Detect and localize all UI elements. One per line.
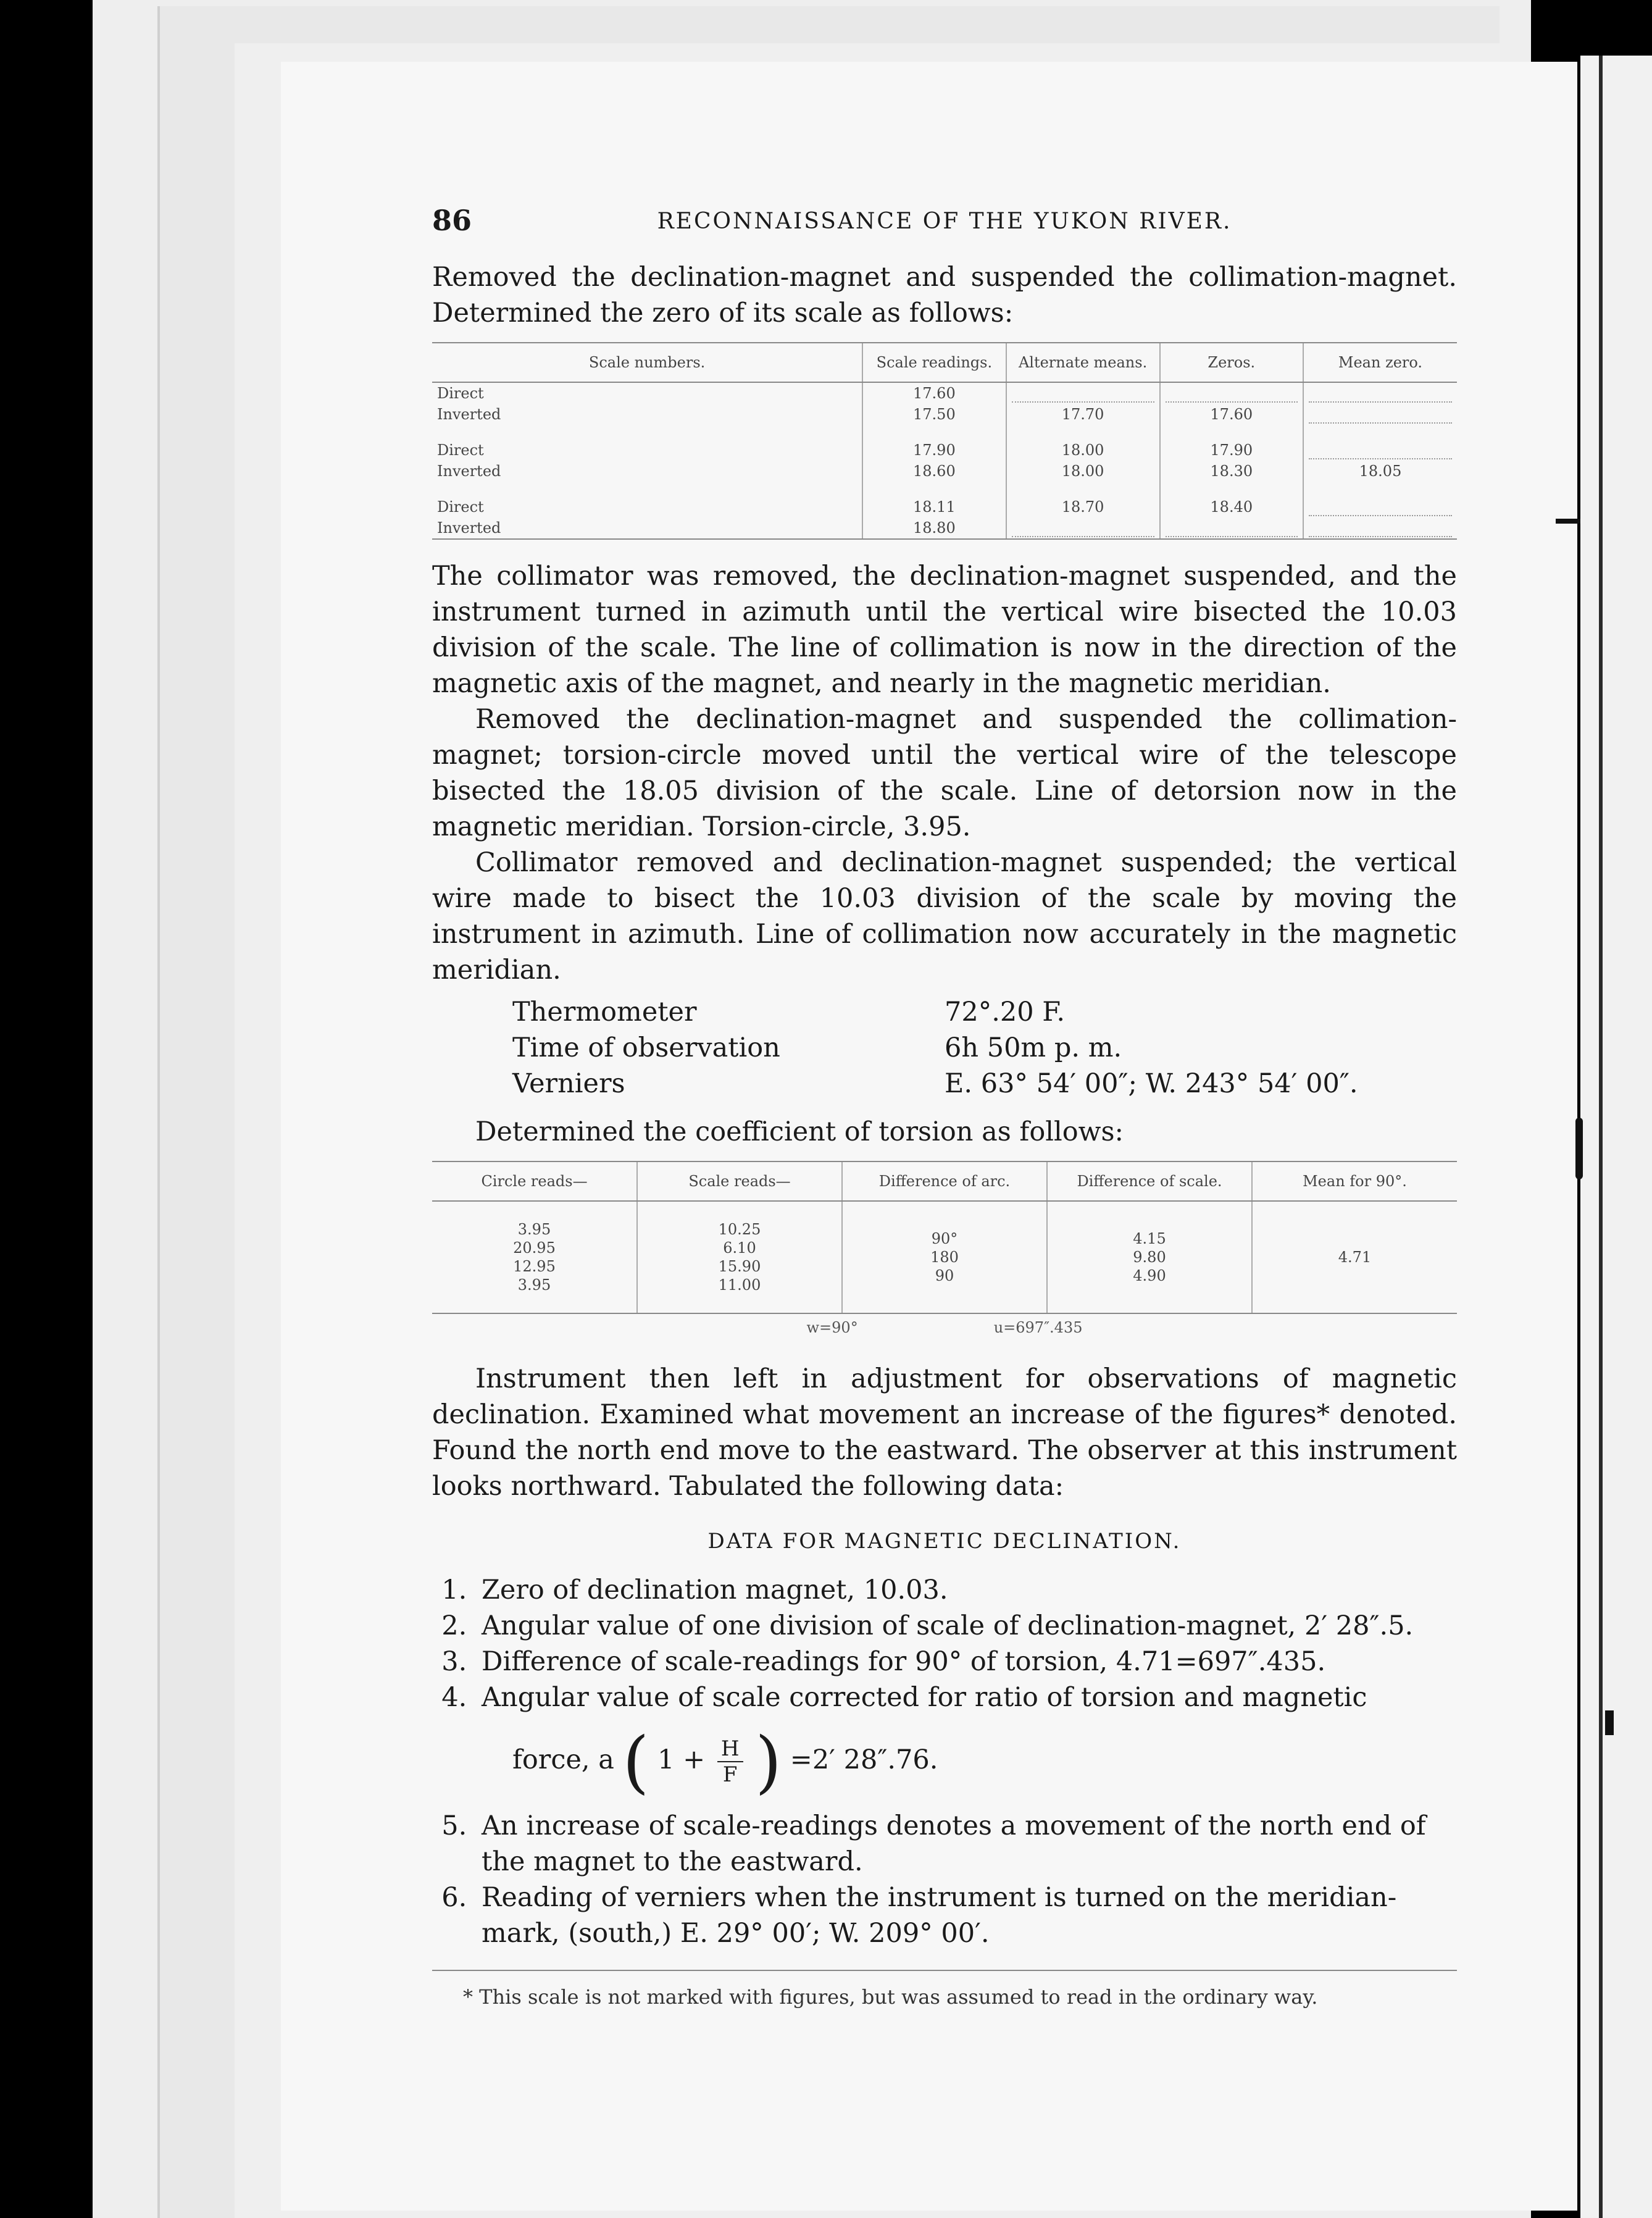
dotted-leader — [1166, 384, 1298, 403]
zero-value: 18.40 — [1160, 496, 1303, 517]
torsion-constants — [432, 1319, 1457, 1336]
section-heading: DATA FOR MAGNETIC DECLINATION. — [707, 1529, 1182, 1554]
list-item: 1. Zero of declination magnet, 10.03. — [475, 1572, 1457, 1608]
running-head — [432, 204, 1457, 247]
row-label: Inverted — [432, 517, 862, 539]
observation-label: Time of observation — [512, 1032, 780, 1063]
row-label: Direct — [437, 385, 484, 402]
dotted-leader — [1166, 519, 1298, 537]
running-title: RECONNAISSANCE OF THE YUKON RIVER. — [657, 209, 1232, 234]
observation-label: Thermometer — [512, 997, 697, 1027]
observation-label: Verniers — [512, 1068, 625, 1099]
data-list — [432, 1572, 1457, 1951]
w-constant: w=90° — [806, 1319, 858, 1336]
zero-value: 18.30 — [1160, 461, 1303, 482]
mean-zero-value: 18.05 — [1303, 461, 1457, 482]
dotted-leader — [1309, 384, 1452, 403]
observation-time — [512, 1030, 1457, 1066]
col-zeros: Zeros. — [1160, 343, 1303, 382]
table-row — [432, 404, 1457, 425]
formula-fraction — [717, 1736, 743, 1787]
row-label: Direct — [437, 498, 484, 516]
scale-reading: 17.60 — [862, 382, 1006, 404]
formula-paren-open: ( — [622, 1722, 649, 1801]
formula-result: =2′ 28″.76. — [790, 1744, 938, 1775]
formula-paren-close: ) — [755, 1722, 782, 1801]
fraction-numerator: H — [717, 1736, 743, 1762]
circle-reads-values: 3.95 20.95 12.95 3.95 — [432, 1201, 637, 1313]
dotted-leader — [1309, 498, 1452, 516]
dotted-leader — [1309, 519, 1452, 537]
table-row — [432, 440, 1457, 461]
col-mean-zero: Mean zero. — [1303, 343, 1457, 382]
scan-mark — [1575, 1118, 1583, 1179]
collimator-paragraph: Collimator removed and declination-magnet suspended; the vertical wire made to bisect the 10.03 division of the scale by moving the instrument in azimuth. Line of collimation now accurately in the magnetic meridian. — [432, 847, 1457, 986]
dotted-leader — [1309, 441, 1452, 459]
observation-verniers — [512, 1066, 1457, 1102]
zero-value: 17.90 — [1160, 440, 1303, 461]
difference-of-arc-values: 90° 180 90 — [842, 1201, 1047, 1313]
scale-reading: 18.80 — [862, 517, 1006, 539]
formula-one-plus: 1 + — [657, 1744, 706, 1775]
col-scale-numbers: Scale numbers. — [432, 343, 862, 382]
observation-list — [512, 994, 1457, 1102]
detorsion-paragraph: Removed the declination-magnet and suspended the collimation-magnet; torsion-circle moved until the vertical wire of the telescope bisected the 18.05 division of the scale. Line of detorsion now in the magnetic meridian. Torsion-circle, 3.95. — [432, 704, 1457, 842]
alternate-mean: 17.70 — [1006, 404, 1160, 425]
list-item-text: Angular value of scale corrected for ratio of torsion and magnetic — [482, 1682, 1367, 1713]
observation-value: 6h 50m p. m. — [945, 1032, 1122, 1063]
scale-zero-table — [432, 342, 1457, 540]
col-circle-reads: Circle reads— — [432, 1161, 637, 1201]
dotted-leader — [1309, 405, 1452, 424]
correction-formula — [512, 1722, 1457, 1801]
table-row — [432, 517, 1457, 539]
col-difference-of-scale: Difference of scale. — [1047, 1161, 1252, 1201]
row-label: Inverted — [437, 462, 501, 480]
adjacent-page-edge — [1580, 56, 1652, 2218]
scan-mark — [1556, 519, 1580, 524]
col-scale-reads: Scale reads— — [637, 1161, 842, 1201]
scan-mark — [1605, 1710, 1614, 1735]
row-label: Direct — [437, 442, 484, 459]
alternate-mean: 18.00 — [1006, 440, 1160, 461]
scale-reading: 17.90 — [862, 440, 1006, 461]
list-item — [475, 1680, 1457, 1801]
collimation-paragraph: The collimator was removed, the declination-magnet suspended, and the instrument turned in azimuth until the vertical wire bisected the 10.03 division of the scale. The line of collimation is now in the direction of the magnetic axis of the magnet, and nearly in the magnetic meridian. — [432, 561, 1457, 699]
observation-value: E. 63° 54′ 00″; W. 243° 54′ 00″. — [945, 1068, 1358, 1099]
col-difference-of-arc: Difference of arc. — [842, 1161, 1047, 1201]
scale-reading: 18.11 — [862, 496, 1006, 517]
dotted-leader — [1012, 519, 1154, 537]
col-scale-readings: Scale readings. — [862, 343, 1006, 382]
observation-thermometer — [512, 994, 1457, 1030]
alternate-mean: 18.00 — [1006, 461, 1160, 482]
torsion-intro: Determined the coefficient of torsion as follows: — [475, 1116, 1124, 1147]
list-item: 6. Reading of verniers when the instrument is turned on the meridian-mark, (south,) E. 29° 00′; W. 209° 00′. — [475, 1880, 1457, 1951]
scale-reading: 17.50 — [862, 404, 1006, 425]
col-mean-for-90: Mean for 90°. — [1252, 1161, 1457, 1201]
dotted-leader — [1012, 384, 1154, 403]
table-row — [432, 496, 1457, 517]
observation-value: 72°.20 F. — [945, 997, 1066, 1027]
list-item: 3. Difference of scale-readings for 90° of torsion, 4.71=697″.435. — [475, 1644, 1457, 1680]
list-item: 2. Angular value of one division of scale of declination-magnet, 2′ 28″.5. — [475, 1608, 1457, 1644]
torsion-table — [432, 1161, 1457, 1314]
scale-reads-values: 10.25 6.10 15.90 11.00 — [637, 1201, 842, 1313]
difference-of-scale-values: 4.15 9.80 4.90 — [1047, 1201, 1252, 1313]
mean-for-90-value: 4.71 — [1252, 1201, 1457, 1313]
document-page — [281, 62, 1577, 2211]
intro-paragraph: Removed the declination-magnet and suspended the collimation-magnet. Determined the zero of its scale as follows: — [432, 262, 1457, 329]
page-number: 86 — [432, 204, 472, 237]
zero-value: 17.60 — [1160, 404, 1303, 425]
row-label: Inverted — [437, 406, 501, 423]
col-alternate-means: Alternate means. — [1006, 343, 1160, 382]
page-gutter — [1599, 56, 1603, 2218]
formula-prefix: force, a — [512, 1744, 614, 1775]
footnote-rule — [432, 1970, 1457, 1971]
footnote: * This scale is not marked with figures, but was assumed to read in the ordinary way. — [463, 1985, 1318, 2009]
alternate-mean: 18.70 — [1006, 496, 1160, 517]
fraction-denominator: F — [722, 1762, 738, 1787]
u-constant: u=697″.435 — [993, 1319, 1083, 1336]
list-item: 5. An increase of scale-readings denotes a movement of the north end of the magnet to the eastward. — [475, 1808, 1457, 1880]
scale-reading: 18.60 — [862, 461, 1006, 482]
table-row — [432, 1201, 1457, 1313]
table-row — [432, 382, 1457, 404]
table-row — [432, 461, 1457, 482]
instrument-paragraph: Instrument then left in adjustment for observations of magnetic declination. Examined what movement an increase of the figures* denoted. Found the north end move to the eastward. The observer at this instrument looks northward. Tabulated the following data: — [432, 1363, 1457, 1502]
page-content — [432, 204, 1457, 2011]
